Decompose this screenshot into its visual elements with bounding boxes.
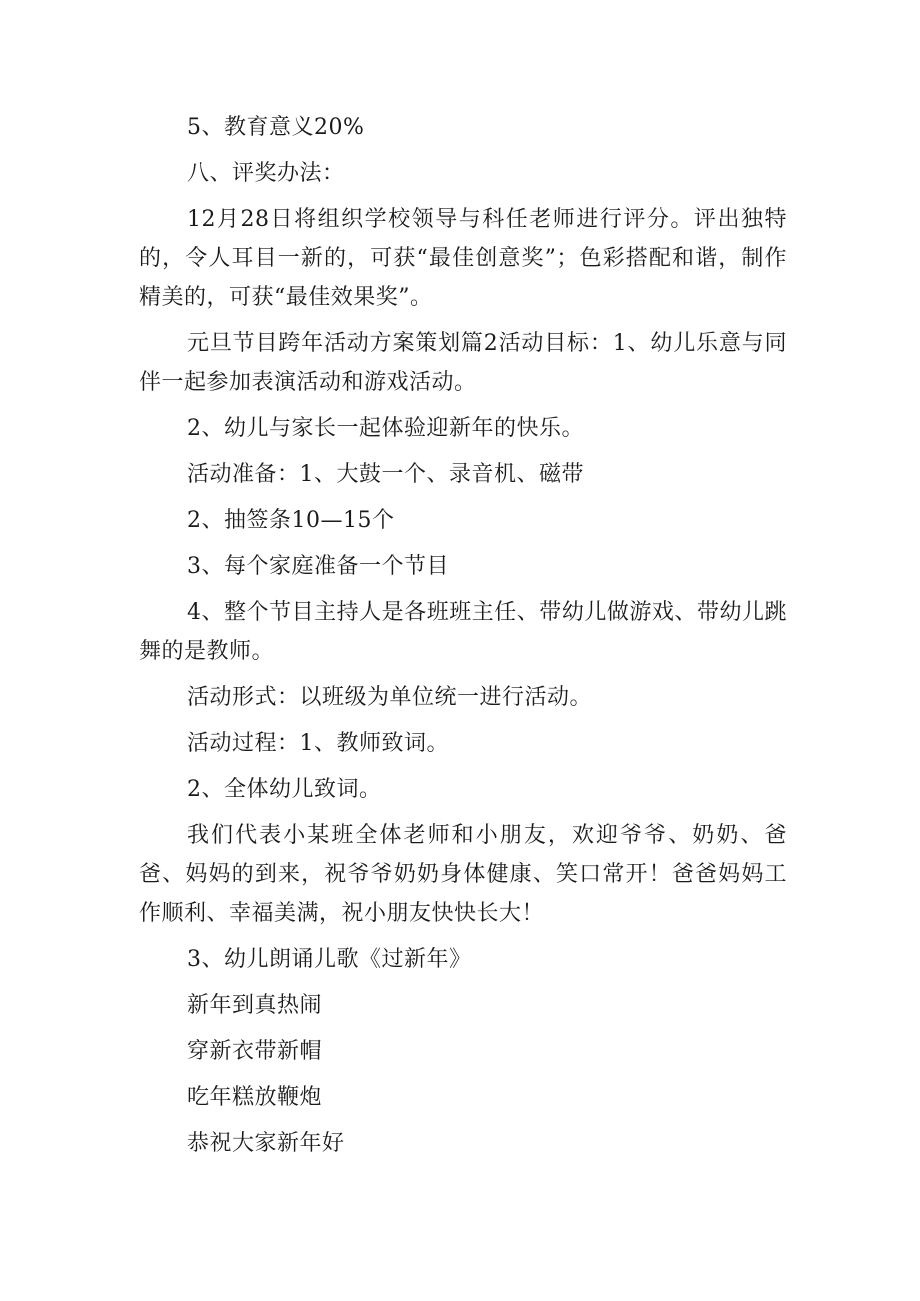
document-body [139, 108, 787, 1170]
poem-line-1: 新年到真热闹 [187, 993, 323, 1018]
poem-line-4: 恭祝大家新年好 [187, 1131, 345, 1156]
paragraph-process-2: 2、全体幼儿致词。 [187, 777, 382, 802]
paragraph-preparation-4: 4、整个节目主持人是各班班主任、带幼儿做游戏、带幼儿跳舞的是教师。 [139, 600, 787, 664]
paragraph-award-method: 12月28日将组织学校领导与科任老师进行评分。评出独特的，令人耳目一新的，可获“最佳创意奖”；色彩搭配和谐，制作精美的，可获“最佳效果奖”。 [139, 207, 787, 310]
paragraph-preparation-2: 2、抽签条10—15个 [187, 508, 395, 533]
paragraph-preparation: 活动准备：1、大鼓一个、录音机、磁带 [187, 462, 584, 487]
poem-line-2: 穿新衣带新帽 [187, 1039, 323, 1064]
paragraph-preparation-3: 3、每个家庭准备一个节目 [187, 554, 449, 579]
paragraph-welcome-speech: 我们代表小某班全体老师和小朋友，欢迎爷爷、奶奶、爸爸、妈妈的到来，祝爷爷奶奶身体健康、笑口常开！爸爸妈妈工作顺利、幸福美满，祝小朋友快快长大！ [139, 823, 787, 926]
paragraph-activity-goals: 元旦节目跨年活动方案策划篇2活动目标：1、幼儿乐意与同伴一起参加表演活动和游戏活动。 [139, 331, 787, 395]
paragraph-activity-process: 活动过程：1、教师致词。 [187, 731, 449, 756]
paragraph-award-method-heading: 八、评奖办法： [187, 161, 345, 186]
paragraph-education-significance: 5、教育意义20% [187, 115, 365, 140]
paragraph-process-3: 3、幼儿朗诵儿歌《过新年》 [187, 947, 472, 972]
paragraph-goal-2: 2、幼儿与家长一起体验迎新年的快乐。 [187, 416, 584, 441]
paragraph-activity-form: 活动形式：以班级为单位统一进行活动。 [187, 685, 593, 710]
poem-line-3: 吃年糕放鞭炮 [187, 1085, 323, 1110]
